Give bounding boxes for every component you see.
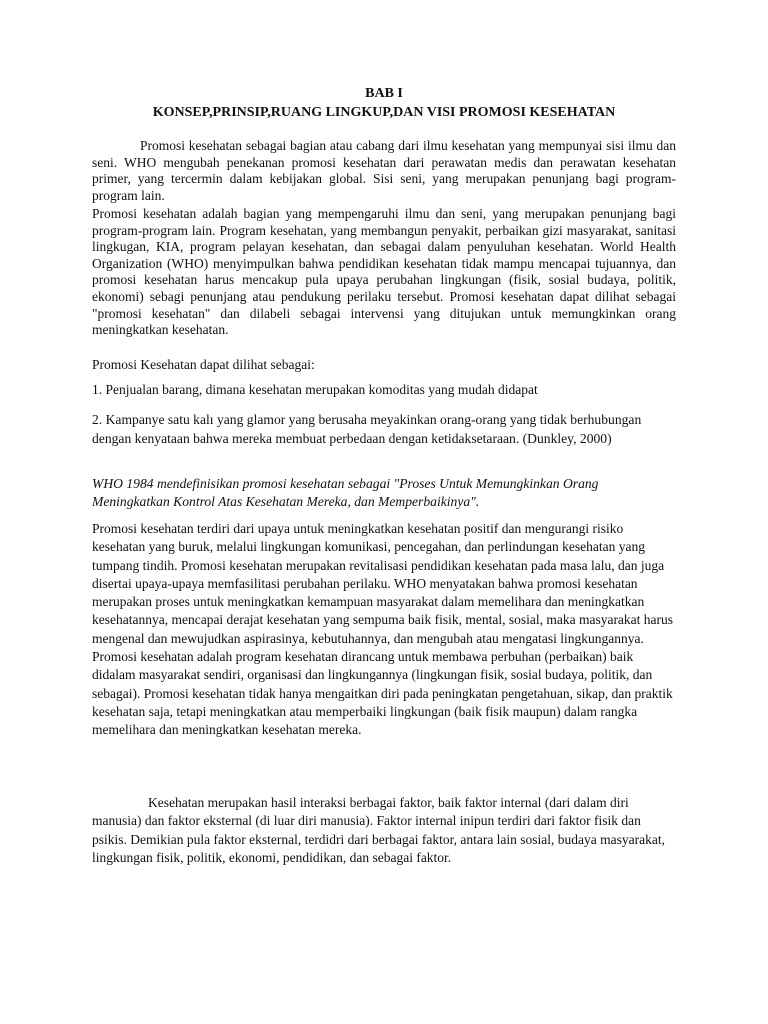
paragraph-list-intro: Promosi Kesehatan dapat dilihat sebagai:	[92, 357, 315, 372]
paragraph-intro: Promosi kesehatan sebagai bagian atau cabang dari ilmu kesehatan yang mempunyai sisi ilmu dan seni. WHO mengubah penekanan promosi kesehatan dari perawatan medis dan perawatan kesehatan primer, yang tercermin dalam kebijakan global. Sisi seni, yang merupakan penunjang bagi program-program lain.	[92, 138, 676, 203]
paragraph-factors: Kesehatan merupakan hasil interaksi berbagai faktor, baik faktor internal (dari dalam diri manusia) dan faktor eksternal (di luar diri manusia). Faktor internal inipun terdiri dari faktor fisik dan psikis. Demikian pula faktor eksternal, terdidri dari berbagai faktor, antara lain sosial, budaya masyarakat, lingkungan fisik, politik, ekonomi, pendidikan, dan sebagai faktor.	[92, 795, 666, 866]
list-item-2: 2. Kampanye satu kalı yang glamor yang berusaha meyakinkan orang-orang yang tidak berhubungan dengan kenyataan bahwa mereka membuat perbedaan dengan ketidaksetaraan. (Dunkley, 2000)	[92, 412, 642, 446]
paragraph-who-quote: WHO 1984 mendefinisikan promosi kesehatan sebagai "Proses Untuk Memungkinkan Orang Meningkatkan Kontrol Atas Kesehatan Mereka, dan Memperbaikinya".	[92, 476, 599, 509]
chapter-heading: BAB I	[365, 86, 403, 101]
list-item-1: 1. Penjualan barang, dimana kesehatan merupakan komoditas yang mudah didapat	[92, 382, 538, 397]
paragraph-definition: Promosi kesehatan adalah bagian yang mempengaruhi ilmu dan seni, yang merupakan penunjang bagi program-program lain. Program kesehatan, yang membangun penyakit, perbaikan gizi masyarakat, sanitasi lingkugan, KIA, program pelayan kesehatan, dan sebagai dalam penyuluhan kesehatan. World Health Organization (WHO) menyimpulkan bahwa pendidikan kesehatan tidak mampu mencapai tujuannya, dan promosi kesehatan harus mencakup pula upaya perubahan lingkungan (fisik, sosial budaya, politik, ekonomi) sebagi penunjang atau pendukung perilaku tersebut. Promosi kesehatan dapat dilihat sebagai "promosi kesehatan" dan dilabeli sebagai intervensi yang ditujukan untuk memungkinkan orang meningkatkan kesehatan.	[92, 206, 676, 338]
paragraph-body: Promosi kesehatan terdiri dari upaya untuk meningkatkan kesehatan positif dan mengurangi risiko kesehatan yang buruk, melalui lingkungan komunikasi, pencegahan, dan perlindungan kesehatan yang tumpang tindih. Promosi kesehatan merupakan revitalisasi pendidikan kesehatan pada masa lalu, dan juga disertai upaya-upaya memfasilitasi perubahan perilaku. WHO menyatakan bahwa promosi kesehatan merupakan proses untuk meningkatkan kemampuan masyarakat dalam memelihara dan meningkatkan kesehatannya, mencapai derajat kesehatan yang sempuma baik fisik, mental, sosial, maka masyarakat harus mengenal dan mewujudkan aspirasinya, kebutuhannya, dan mengubah atau mengatasi lingkungannya. Promosi kesehatan adalah program kesehatan dirancang untuk membawa perbuhan (perbaikan) baik didalam masyarakat sendiri, organisasi dan lingkungannya (lingkungan fisik, sosial budaya, politik, dan sebagai). Promosi kesehatan tidak hanya mengaitkan diri pada peningkatan pengetahuan, sikap, dan praktik kesehatan saja, tetapi meningkatkan atau memperbaiki lingkungan (baik fisik maupun) dalam rangka memelihara dan meningkatkan kesehatan mereka.	[92, 521, 674, 738]
chapter-title: KONSEP,PRINSIP,RUANG LINGKUP,DAN VISI PROMOSI KESEHATAN	[152, 105, 616, 120]
